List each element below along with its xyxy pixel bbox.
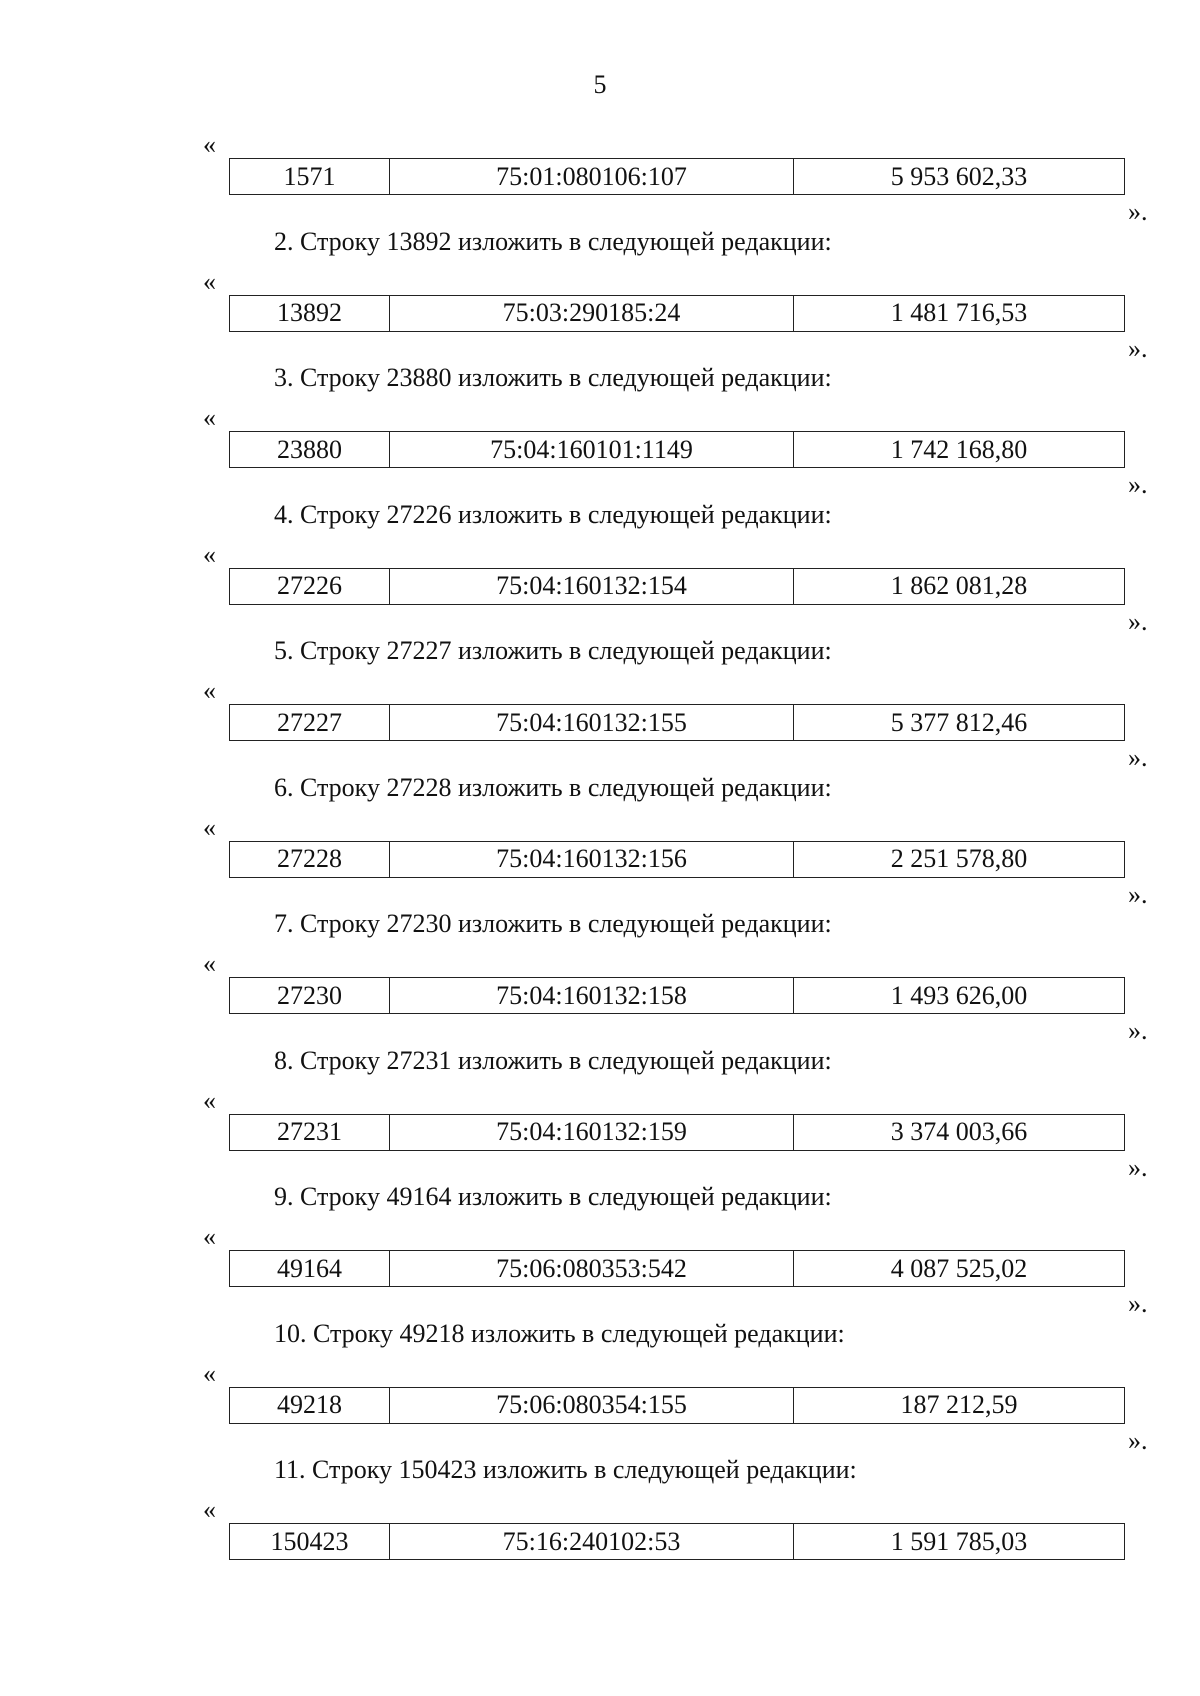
amendment-entry [0,1182,1200,1319]
amendment-entry [0,1046,1200,1183]
amendment-instruction: 5. Строку 27227 изложить в следующей редакции: [274,636,832,665]
cadastral-value-cell: 2 251 578,80 [794,841,1125,877]
amendment-instruction: 3. Строку 23880 изложить в следующей редакции: [274,363,832,392]
cadastral-value-cell: 3 374 003,66 [794,1114,1125,1150]
amendment-instruction: 4. Строку 27226 изложить в следующей редакции: [274,499,832,529]
table-row [230,1251,1125,1287]
amendment-entry [0,1319,1200,1456]
table-row [230,705,1125,741]
table-row [230,159,1125,195]
row-number-cell: 27230 [230,978,390,1014]
amendment-entry [0,227,1200,364]
cadastral-number-cell: 75:04:160132:156 [390,841,794,877]
opening-quote: « [203,1085,216,1115]
register-row-table [229,841,1125,878]
row-number-cell: 23880 [230,432,390,468]
amendment-instruction: 7. Строку 27230 изложить в следующей редакции: [274,909,832,938]
opening-quote: « [203,1358,216,1388]
table-row [230,1114,1125,1150]
amendment-instruction: 10. Строку 49218 изложить в следующей редакции: [274,1318,845,1348]
table-row [230,568,1125,604]
amendment-instruction: 6. Строку 27228 изложить в следующей редакции: [274,772,832,802]
opening-quote: « [203,1495,216,1524]
register-row-table [229,977,1125,1014]
register-row-table [229,1114,1125,1151]
cadastral-value-cell: 187 212,59 [794,1387,1125,1423]
row-number-cell: 150423 [230,1524,390,1560]
register-row-table [229,1523,1125,1560]
closing-quote: ». [1128,470,1148,499]
closing-quote: ». [1128,1289,1148,1318]
register-row-table [229,1387,1125,1424]
amendment-entry [0,1455,1200,1592]
cadastral-value-cell: 1 493 626,00 [794,978,1125,1014]
opening-quote: « [203,403,216,432]
opening-quote: « [203,130,216,159]
cadastral-number-cell: 75:04:160132:155 [390,705,794,741]
cadastral-value-cell: 5 377 812,46 [794,705,1125,741]
amendment-entry [0,90,1200,227]
register-row-table [229,704,1125,741]
row-number-cell: 27227 [230,705,390,741]
cadastral-number-cell: 75:16:240102:53 [390,1524,794,1560]
table-row [230,1524,1125,1560]
closing-quote: ». [1128,743,1148,772]
closing-quote: ». [1128,606,1148,636]
row-number-cell: 13892 [230,295,390,331]
cadastral-number-cell: 75:04:160132:154 [390,568,794,604]
cadastral-value-cell: 1 481 716,53 [794,295,1125,331]
amendment-instruction: 2. Строку 13892 изложить в следующей редакции: [274,226,832,256]
cadastral-number-cell: 75:06:080354:155 [390,1387,794,1423]
amendment-entry [0,773,1200,910]
register-row-table [229,431,1125,468]
table-row [230,1387,1125,1423]
row-number-cell: 27231 [230,1114,390,1150]
closing-quote: ». [1128,333,1148,363]
register-row-table [229,158,1125,195]
row-number-cell: 27228 [230,841,390,877]
amendment-entry [0,363,1200,500]
row-number-cell: 27226 [230,568,390,604]
register-row-table [229,568,1125,605]
opening-quote: « [203,266,216,296]
cadastral-number-cell: 75:04:160101:1149 [390,432,794,468]
table-row [230,295,1125,331]
cadastral-number-cell: 75:03:290185:24 [390,295,794,331]
opening-quote: « [203,1222,216,1251]
cadastral-number-cell: 75:01:080106:107 [390,159,794,195]
table-row [230,432,1125,468]
cadastral-value-cell: 1 862 081,28 [794,568,1125,604]
amendment-instruction: 9. Строку 49164 изложить в следующей редакции: [274,1182,832,1211]
amendment-entry [0,500,1200,637]
amendment-instruction: 8. Строку 27231 изложить в следующей редакции: [274,1045,832,1075]
closing-quote: ». [1128,1152,1148,1182]
amendment-entry [0,636,1200,773]
cadastral-value-cell: 1 742 168,80 [794,432,1125,468]
amendment-entry [0,909,1200,1046]
cadastral-number-cell: 75:04:160132:159 [390,1114,794,1150]
cadastral-value-cell: 1 591 785,03 [794,1524,1125,1560]
closing-quote: ». [1128,879,1148,909]
cadastral-number-cell: 75:06:080353:542 [390,1251,794,1287]
table-row [230,841,1125,877]
opening-quote: « [203,539,216,569]
cadastral-value-cell: 4 087 525,02 [794,1251,1125,1287]
closing-quote: ». [1128,197,1148,226]
cadastral-number-cell: 75:04:160132:158 [390,978,794,1014]
row-number-cell: 1571 [230,159,390,195]
cadastral-value-cell: 5 953 602,33 [794,159,1125,195]
row-number-cell: 49218 [230,1387,390,1423]
register-row-table [229,295,1125,332]
opening-quote: « [203,676,216,705]
opening-quote: « [203,812,216,842]
row-number-cell: 49164 [230,1251,390,1287]
amendment-instruction: 11. Строку 150423 изложить в следующей редакции: [274,1455,857,1484]
table-row [230,978,1125,1014]
closing-quote: ». [1128,1425,1148,1455]
page-number: 5 [593,70,607,99]
register-row-table [229,1250,1125,1287]
opening-quote: « [203,949,216,978]
closing-quote: ». [1128,1016,1148,1045]
